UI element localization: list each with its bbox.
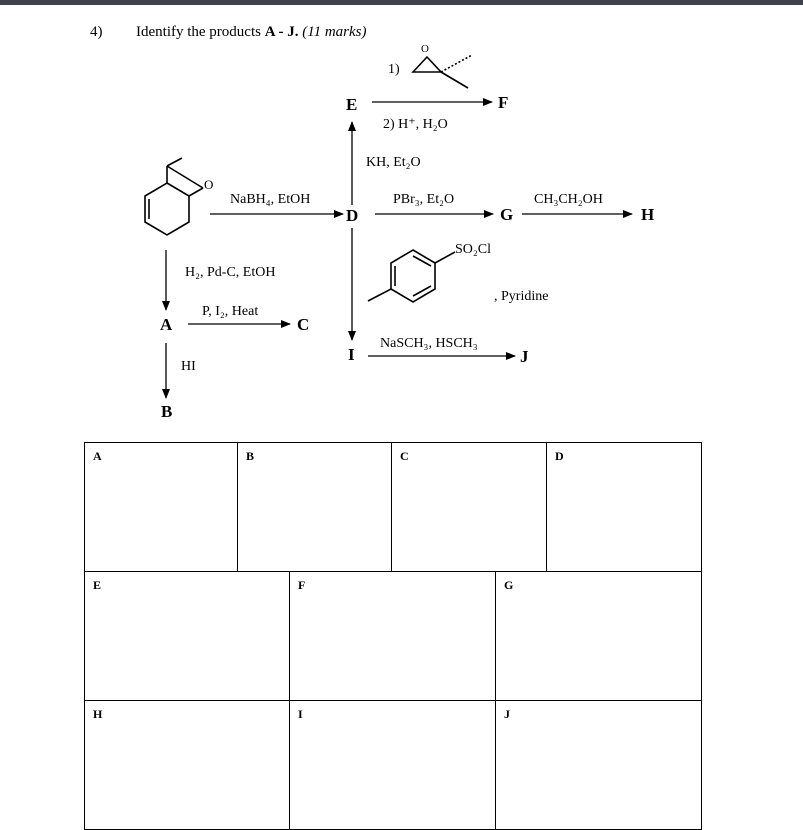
reagent-hi: HI bbox=[181, 359, 196, 374]
prompt-prefix: Identify the products bbox=[136, 24, 261, 40]
label-D: D bbox=[346, 206, 359, 225]
reagent-so2cl: SO₂Cl bbox=[455, 242, 492, 257]
reagent-nasch3: NaSCH₃, HSCH₃ bbox=[380, 336, 478, 351]
answer-cell-C[interactable] bbox=[392, 443, 547, 571]
answer-cell-I[interactable] bbox=[290, 701, 496, 829]
cell-label: G bbox=[504, 578, 514, 592]
methyl-bond bbox=[167, 158, 182, 166]
epoxide-ring bbox=[413, 57, 441, 72]
answer-cell-H[interactable] bbox=[85, 701, 290, 829]
reagent-p-i2: P, I₂, Heat bbox=[202, 304, 259, 319]
aromatic-bond-2 bbox=[413, 286, 431, 296]
answer-row-2 bbox=[84, 571, 702, 701]
hashed-methyl-bond bbox=[441, 55, 472, 72]
cyclohexene-ring bbox=[145, 183, 189, 235]
answer-cell-E[interactable] bbox=[85, 572, 290, 700]
cell-label: H bbox=[93, 707, 103, 721]
answer-row-1 bbox=[84, 442, 702, 572]
label-H: H bbox=[641, 205, 655, 224]
answer-cell-J[interactable] bbox=[496, 701, 701, 829]
cell-label: C bbox=[400, 449, 409, 463]
reagent-kh: KH, Et₂O bbox=[366, 155, 421, 170]
label-E: E bbox=[346, 95, 358, 114]
label-I: I bbox=[348, 345, 355, 364]
label-A: A bbox=[160, 315, 173, 334]
carbonyl-link bbox=[189, 188, 203, 196]
answer-cell-A[interactable] bbox=[85, 443, 238, 571]
cell-label: A bbox=[93, 449, 102, 463]
reagent-ethanol: CH₃CH₂OH bbox=[534, 192, 603, 207]
cell-label: I bbox=[298, 707, 303, 721]
prompt-marks: (11 marks) bbox=[302, 24, 367, 40]
label-B: B bbox=[161, 402, 173, 421]
answer-cell-G[interactable] bbox=[496, 572, 701, 700]
cell-label: B bbox=[246, 449, 255, 463]
aromatic-bond-3 bbox=[413, 256, 431, 266]
label-F: F bbox=[498, 93, 509, 112]
carbonyl-chain bbox=[167, 166, 203, 188]
reagent-h2-pdc: H₂, Pd-C, EtOH bbox=[185, 265, 276, 280]
reagent-pbr3: PBr₃, Et₂O bbox=[393, 192, 455, 207]
cell-label: E bbox=[93, 578, 102, 592]
answer-cell-D[interactable] bbox=[547, 443, 701, 571]
methyl-bond bbox=[441, 72, 468, 88]
answer-cell-F[interactable] bbox=[290, 572, 496, 700]
label-G: G bbox=[500, 205, 514, 224]
reagent-nabh4: NaBH₄, EtOH bbox=[230, 192, 311, 207]
reagent-pyridine: , Pyridine bbox=[494, 289, 549, 304]
sulfonyl-bond bbox=[435, 252, 455, 263]
tosyl-chloride-structure bbox=[368, 250, 455, 302]
prompt-products: A - J. bbox=[264, 24, 299, 40]
question-number: 4) bbox=[90, 24, 103, 40]
label-J: J bbox=[520, 347, 529, 366]
epoxide-oxygen: O bbox=[421, 43, 429, 55]
benzene-ring bbox=[391, 250, 435, 302]
cell-label: F bbox=[298, 578, 306, 592]
cell-label: D bbox=[555, 449, 564, 463]
epoxide-structure bbox=[413, 55, 472, 88]
cell-label: J bbox=[504, 707, 510, 721]
carbonyl-oxygen: O bbox=[204, 177, 214, 192]
answer-row-3 bbox=[84, 700, 702, 830]
starting-material-structure bbox=[145, 158, 203, 235]
reagent-step-1: 1) bbox=[388, 62, 400, 77]
answer-cell-B[interactable] bbox=[238, 443, 392, 571]
methyl-bond bbox=[368, 289, 391, 301]
label-C: C bbox=[297, 315, 310, 334]
reagent-step-2: 2) H⁺, H₂O bbox=[383, 117, 448, 132]
